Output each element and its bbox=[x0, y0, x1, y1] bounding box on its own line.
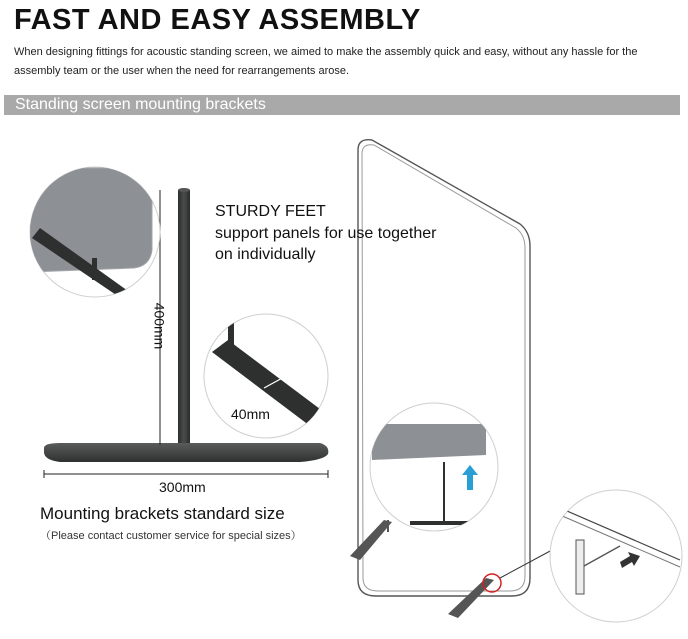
intro-text: When designing fittings for acoustic standing screen, we aimed to make the assembly quick and easy, without any hassle for the assembly team or the user when the need for rearrangements arose. bbox=[14, 46, 638, 77]
section-title: Standing screen mounting brackets bbox=[15, 96, 266, 113]
detail-foot-connection bbox=[550, 490, 682, 622]
sturdy-feet-heading: STURDY FEET bbox=[215, 203, 326, 220]
sturdy-feet-line-2: on individually bbox=[215, 246, 316, 263]
detail-panel-insert bbox=[370, 403, 498, 531]
contact-note: （Please contact customer service for special sizes） bbox=[40, 530, 302, 542]
base-dimension-label: 300mm bbox=[159, 479, 206, 495]
detail-panel-on-foot bbox=[30, 167, 160, 303]
base-dimension-line bbox=[44, 470, 328, 478]
width-dimension-label: 40mm bbox=[231, 406, 270, 422]
standard-size-caption: Mounting brackets standard size bbox=[40, 504, 285, 523]
height-dimension-label: 400mm bbox=[151, 302, 168, 350]
sturdy-feet-line-1: support panels for use together bbox=[215, 225, 437, 242]
bracket-pole bbox=[178, 188, 190, 456]
bracket-base bbox=[44, 443, 328, 462]
page-title: FAST AND EASY ASSEMBLY bbox=[14, 4, 421, 36]
